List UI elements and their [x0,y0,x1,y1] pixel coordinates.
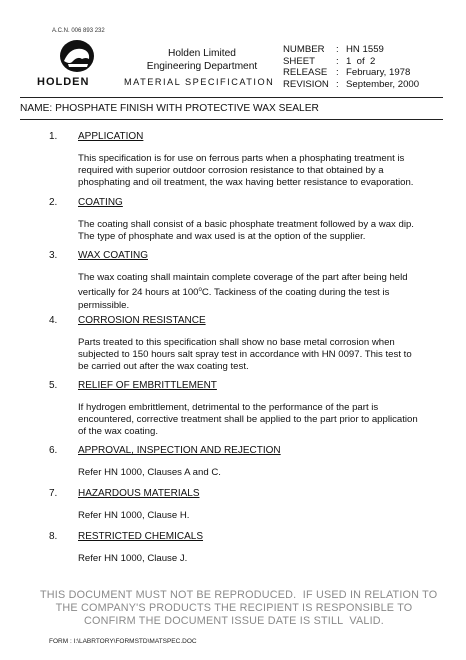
section-number: 2. [49,197,58,208]
meta-key: SHEET [283,55,315,67]
section-number: 4. [49,315,58,326]
degree-superscript: o [198,287,202,294]
meta-value: 1 of 2 [346,55,376,67]
section-body: This specification is for use on ferrous parts when a phosphating treatment is required with superior outdoor corrosion resistance to that obtained by a phosphating and oil treatment, the wax having better resistance to evaporation. [78,153,414,189]
company-name [127,47,277,73]
section-number: 6. [49,445,58,456]
meta-colon: : [336,67,339,78]
notice-line-2: THE COMPANY'S PRODUCTS THE RECIPIENT IS RESPONSIBLE TO [55,602,413,614]
section-body: The coating shall consist of a basic phosphate treatment followed by a wax dip. The type of phosphate and wax used is at the option of the supplier. [78,219,414,243]
section-number: 1. [49,131,58,142]
meta-row-number [283,44,419,56]
section-number: 5. [49,380,58,391]
section-restricted-chemicals [49,531,419,565]
acn-number: A.C.N. 006 893 232 [52,28,105,34]
section-application [49,131,419,190]
section-title: COATING [78,197,123,208]
reproduction-notice [40,589,438,628]
section-body: Refer HN 1000, Clauses A and C. [78,467,221,478]
company-line-2: Engineering Department [146,61,258,72]
meta-row-revision [283,79,419,91]
section-body: Parts treated to this specification shall show no base metal corrosion when subjected to 150 hours salt spray test in accordance with HN 0097. This test to be carried out after the wax coating test. [78,337,412,373]
section-hazardous-materials [49,488,419,522]
document-name: NAME: PHOSPHATE FINISH WITH PROTECTIVE WAX SEALER [20,103,319,114]
notice-line-1: THIS DOCUMENT MUST NOT BE REPRODUCED. IF USED IN RELATION TO [40,589,438,601]
meta-row-sheet [283,56,419,68]
section-corrosion-resistance [49,315,419,374]
notice-line-3: CONFIRM THE DOCUMENT ISSUE DATE IS STILL VALID. [84,615,384,627]
form-path: FORM : I:\LABRTORY\FORMSTD\MATSPEC.DOC [49,638,197,645]
lion-emblem-icon [40,37,115,77]
body-text: C. Tackiness of the coating during the test is permissible. [78,287,390,311]
section-number: 7. [49,488,58,499]
meta-value: HN 1559 [346,44,384,55]
section-relief-of-embrittlement [49,380,419,439]
section-approval-inspection-rejection [49,445,419,479]
meta-colon: : [336,55,339,67]
company-line-1: Holden Limited [168,48,236,59]
section-title: RELIEF OF EMBRITTLEMENT [78,380,217,391]
document-meta [283,44,419,90]
meta-key: RELEASE [283,67,328,78]
brand-wordmark: HOLDEN [37,76,90,88]
meta-key: NUMBER [283,44,325,55]
meta-row-release [283,67,419,79]
section-body: Refer HN 1000, Clause H. [78,510,190,521]
section-title: HAZARDOUS MATERIALS [78,488,200,499]
section-coating [49,197,419,243]
section-wax-coating [49,250,419,312]
section-body: Refer HN 1000, Clause J. [78,553,188,564]
name-divider [20,119,443,120]
meta-value: September, 2000 [346,78,420,90]
section-title: CORROSION RESISTANCE [78,315,206,326]
section-title: WAX COATING [78,250,148,261]
section-body: If hydrogen embrittlement, detrimental to the performance of the part is encountered, corrective treatment shall be applied to the part prior to application of the wax coating. [78,402,418,438]
section-number: 3. [49,250,58,261]
header-divider [20,97,443,98]
body-text: The wax coating shall maintain complete coverage of the part after being held vertically for 24 hours at 100 [78,272,408,299]
meta-value: February, 1978 [346,67,411,78]
meta-colon: : [336,44,339,55]
section-number: 8. [49,531,58,542]
section-body [78,272,419,312]
section-title: RESTRICTED CHEMICALS [78,531,204,542]
meta-colon: : [336,78,339,90]
section-title: APPLICATION [78,131,144,142]
section-title: APPROVAL, INSPECTION AND REJECTION [78,445,281,456]
meta-key: REVISION [283,78,329,90]
spec-title: MATERIAL SPECIFICATION [124,77,275,87]
